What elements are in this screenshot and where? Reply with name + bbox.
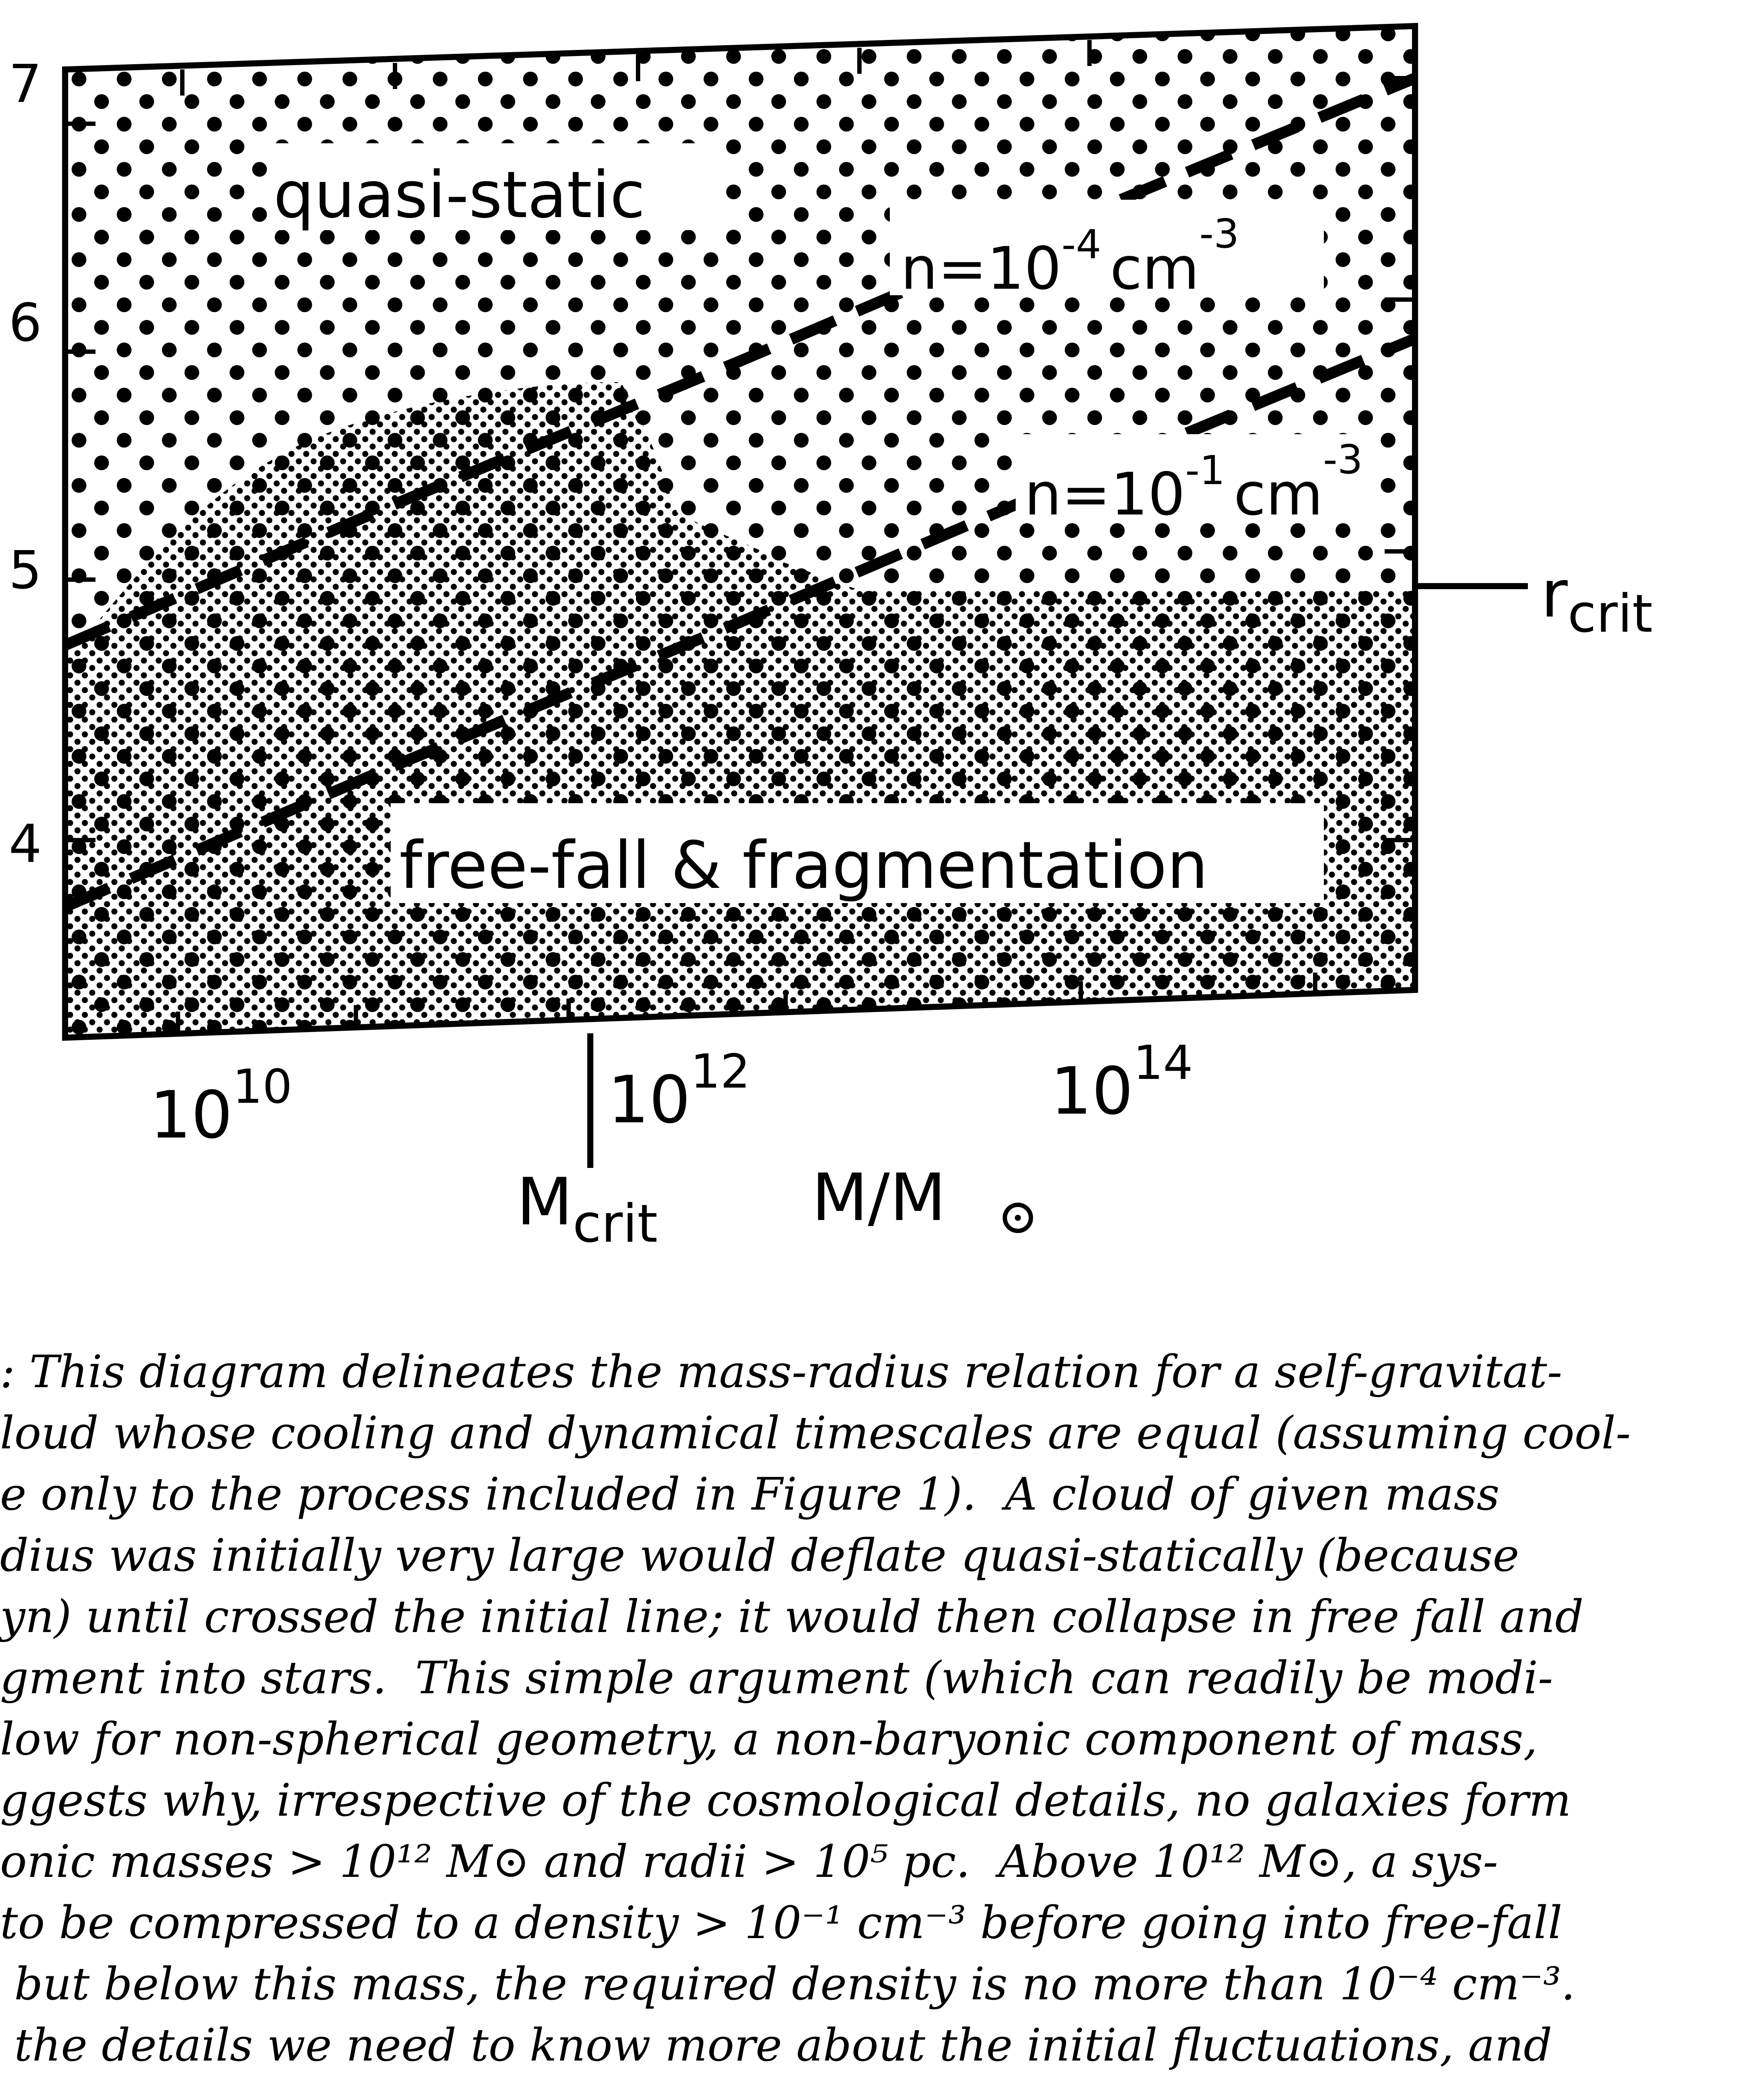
x-tick-label: $10^{14}$ [1050, 1036, 1193, 1129]
caption-line: onic masses > 10¹² M⊙ and radii > 10⁵ pc. Above 10¹² M⊙, a sys- [0, 1836, 1498, 1888]
quasi-static-label: quasi-static [273, 158, 645, 232]
caption-line: gment into stars. This simple argument (which can readily be modi- [0, 1652, 1553, 1704]
caption-line: : This diagram delineates the mass-radius relation for a self-gravitat- [0, 1346, 1563, 1398]
n4-label: $n=10^{-4}$ $cm^{-3}$ [901, 211, 1239, 303]
x-tick-label: $10^{10}$ [150, 1060, 293, 1153]
caption-line: e only to the process included in Figure 1). A cloud of given mass [0, 1468, 1500, 1520]
y-tick-labels [9, 54, 42, 874]
sun-symbol-dot [1015, 1215, 1021, 1221]
caption-line: but below this mass, the required density is no more than 10⁻⁴ cm⁻³. [0, 1958, 1576, 2010]
x-axis-label: M/M [812, 1160, 946, 1236]
caption-line: ggests why, irrespective of the cosmological details, no galaxies form [0, 1774, 1571, 1827]
y-tick-label: 5 [9, 541, 42, 601]
caption-line: low for non-spherical geometry, a non-baryonic component of mass, [0, 1713, 1538, 1765]
r-crit-label: $r_{crit}$ [1541, 557, 1653, 644]
x-tick-label: $10^{12}$ [608, 1045, 750, 1138]
n1-label: $n=10^{-1}$ $cm^{-3}$ [1024, 436, 1363, 528]
caption-line: the details we need to know more about the initial fluctuations, and [0, 2019, 1552, 2071]
caption-line: dius was initially very large would deflate quasi-statically (because [0, 1530, 1519, 1582]
caption-line: loud whose cooling and dynamical timescales are equal (assuming cool- [0, 1407, 1631, 1459]
y-tick-label: 6 [9, 293, 42, 353]
m-crit-label: $M_{crit}$ [517, 1164, 658, 1254]
free-fall-label: free-fall & fragmentation [399, 828, 1208, 904]
figure-caption [0, 1342, 1719, 2076]
y-tick-label: 4 [9, 814, 42, 874]
y-tick-label: 7 [9, 54, 42, 115]
x-tick-labels [150, 1036, 1193, 1153]
caption-line: to be compressed to a density > 10⁻¹ cm⁻³ before going into free-fall [0, 1897, 1563, 1949]
caption-line: yn) until crossed the initial line; it would then collapse in free fall and [0, 1591, 1584, 1643]
